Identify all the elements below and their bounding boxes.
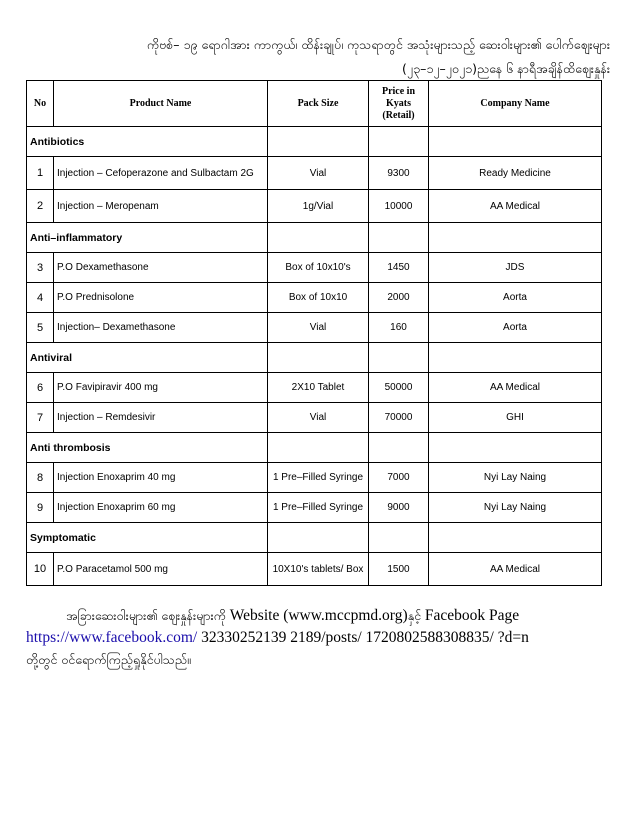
row-pack: Box of 10x10: [268, 283, 369, 313]
empty-cell: [369, 127, 429, 157]
row-no: 8: [27, 463, 54, 493]
col-header-pack: Pack Size: [268, 81, 369, 127]
row-price: 10000: [369, 190, 429, 223]
row-pack: Box of 10x10's: [268, 253, 369, 283]
table-header-row: [27, 81, 602, 127]
row-company: Ready Medicine: [429, 157, 602, 190]
category-row: [27, 127, 602, 157]
row-pack: Vial: [268, 313, 369, 343]
footer-and: နှင့်: [407, 608, 422, 623]
category-label: Symptomatic: [27, 523, 268, 553]
row-no: 10: [27, 553, 54, 586]
table-row: [27, 253, 602, 283]
empty-cell: [429, 343, 602, 373]
table-row: [27, 313, 602, 343]
row-company: AA Medical: [429, 190, 602, 223]
row-product: Injection Enoxaprim 60 mg: [54, 493, 268, 523]
row-pack: 1g/Vial: [268, 190, 369, 223]
page-subtitle-date: (၂၃–၁၂–၂၀၂၁)ညနေ ၆ နာရီအချိန်ထိဈေးနှုန်း: [402, 61, 610, 76]
footer-note: [26, 605, 606, 667]
page-title: ကိုဗစ်– ၁၉ ရောဂါအား ကာကွယ်၊ ထိန်းချုပ်၊ ကုသရာတွင် အသုံးများသည့် ဆေးဝါးများ၏ ပေါက်ဈေးများ: [146, 37, 610, 52]
row-price: 9300: [369, 157, 429, 190]
row-pack: 1 Pre–Filled Syringe: [268, 493, 369, 523]
empty-cell: [369, 523, 429, 553]
row-pack: 10X10's tablets/ Box: [268, 553, 369, 586]
row-no: 4: [27, 283, 54, 313]
footer-line-2: [26, 627, 606, 649]
row-product: Injection – Meropenam: [54, 190, 268, 223]
category-row: [27, 343, 602, 373]
category-label: Antibiotics: [27, 127, 268, 157]
table-row: [27, 373, 602, 403]
row-no: 6: [27, 373, 54, 403]
facebook-post-path: 32330252139 2189/posts/ 1720802588308835/ ?d=n: [197, 629, 529, 646]
empty-cell: [429, 523, 602, 553]
footer-line-1: [66, 605, 606, 627]
col-header-product: Product Name: [54, 81, 268, 127]
row-price: 7000: [369, 463, 429, 493]
row-company: Aorta: [429, 313, 602, 343]
category-row: [27, 223, 602, 253]
row-no: 3: [27, 253, 54, 283]
row-pack: Vial: [268, 157, 369, 190]
row-company: Nyi Lay Naing: [429, 463, 602, 493]
table-row: [27, 283, 602, 313]
row-no: 1: [27, 157, 54, 190]
category-label: Anti–inflammatory: [27, 223, 268, 253]
row-price: 50000: [369, 373, 429, 403]
row-product: P.O Paracetamol 500 mg: [54, 553, 268, 586]
row-company: JDS: [429, 253, 602, 283]
table-row: [27, 403, 602, 433]
empty-cell: [268, 223, 369, 253]
row-product: P.O Favipiravir 400 mg: [54, 373, 268, 403]
price-table: [26, 80, 602, 586]
empty-cell: [429, 127, 602, 157]
row-pack: Vial: [268, 403, 369, 433]
row-no: 2: [27, 190, 54, 223]
category-label: Antiviral: [27, 343, 268, 373]
row-no: 5: [27, 313, 54, 343]
row-price: 160: [369, 313, 429, 343]
row-pack: 2X10 Tablet: [268, 373, 369, 403]
category-row: [27, 523, 602, 553]
row-price: 9000: [369, 493, 429, 523]
empty-cell: [369, 343, 429, 373]
facebook-link[interactable]: https://www.facebook.com/: [26, 629, 198, 646]
empty-cell: [268, 343, 369, 373]
empty-cell: [369, 433, 429, 463]
empty-cell: [268, 127, 369, 157]
category-row: [27, 433, 602, 463]
footer-facebook-label: Facebook Page: [424, 607, 520, 624]
col-header-price-line1: Price in: [381, 85, 416, 97]
row-price: 1450: [369, 253, 429, 283]
table-row: [27, 553, 602, 586]
row-no: 9: [27, 493, 54, 523]
row-company: AA Medical: [429, 553, 602, 586]
footer-website[interactable]: Website (www.mccpmd.org): [229, 607, 408, 624]
row-price: 2000: [369, 283, 429, 313]
table-row: [27, 463, 602, 493]
row-product: P.O Dexamethasone: [54, 253, 268, 283]
row-company: Nyi Lay Naing: [429, 493, 602, 523]
row-product: P.O Prednisolone: [54, 283, 268, 313]
col-header-company: Company Name: [429, 81, 602, 127]
col-header-price: [369, 81, 429, 127]
row-pack: 1 Pre–Filled Syringe: [268, 463, 369, 493]
empty-cell: [369, 223, 429, 253]
row-product: Injection Enoxaprim 40 mg: [54, 463, 268, 493]
footer-text-mm: အခြားဆေးဝါးများ၏ ဈေးနှုန်းများကို: [66, 608, 226, 623]
row-product: Injection – Cefoperazone and Sulbactam 2G: [54, 157, 268, 190]
row-price: 70000: [369, 403, 429, 433]
empty-cell: [268, 523, 369, 553]
row-price: 1500: [369, 553, 429, 586]
footer-line-3: တို့တွင် ဝင်ရောက်ကြည့်ရှုနိုင်ပါသည်။: [26, 652, 191, 667]
row-product: Injection– Dexamethasone: [54, 313, 268, 343]
table-row: [27, 493, 602, 523]
row-company: AA Medical: [429, 373, 602, 403]
empty-cell: [429, 433, 602, 463]
empty-cell: [429, 223, 602, 253]
col-header-price-line3: (Retail): [382, 109, 415, 121]
table-row: [27, 157, 602, 190]
row-company: Aorta: [429, 283, 602, 313]
table-row: [27, 190, 602, 223]
empty-cell: [268, 433, 369, 463]
row-product: Injection – Remdesivir: [54, 403, 268, 433]
col-header-price-line2: Kyats: [386, 97, 411, 109]
row-company: GHI: [429, 403, 602, 433]
row-no: 7: [27, 403, 54, 433]
category-label: Anti thrombosis: [27, 433, 268, 463]
col-header-no: No: [27, 81, 54, 127]
